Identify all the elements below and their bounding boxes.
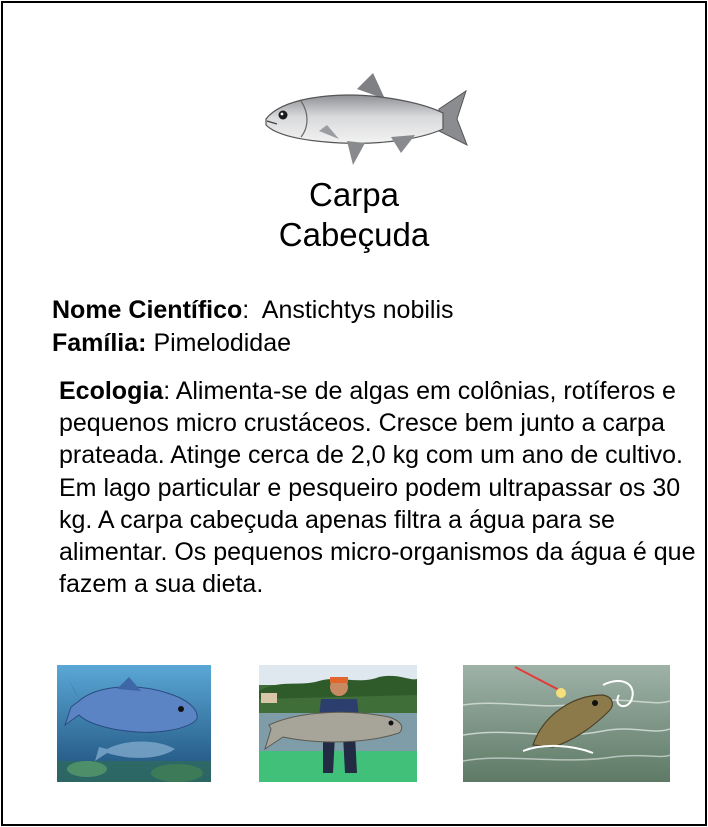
scientific-name-row (52, 295, 454, 325)
family-value: Pimelodidae (153, 329, 292, 357)
scientific-name-separator: : (242, 296, 250, 324)
title-line-1: Carpa (309, 176, 399, 213)
scientific-name-label: Nome Científico (52, 296, 243, 324)
ecology-paragraph (59, 375, 699, 600)
carp-jumping-water-photo (463, 665, 670, 782)
ecology-label: Ecologia (59, 377, 164, 405)
ecology-text: : Alimenta-se de algas em colônias, rotíferos e pequenos micro crustáceos. Cresce bem junto a carpa prateada. Atinge cerca de 2,0 kg com um ano de cultivo. Em lago particular e pesqueiro podem ultrapassar os 30 kg. A carpa cabeçuda apenas filtra a água para se alimentar. Os pequenos micro-organismos da água é que fazem a sua dieta. (59, 377, 696, 599)
fish-illustration-icon (261, 69, 473, 171)
fisherman-holding-carp-photo (259, 665, 417, 782)
family-label: Família: (52, 329, 147, 357)
species-card (1, 1, 707, 826)
species-title (3, 175, 705, 255)
underwater-carp-photo (57, 665, 211, 782)
scientific-name-value: Anstichtys nobilis (261, 296, 454, 324)
title-line-2: Cabeçuda (278, 216, 430, 253)
family-row (52, 328, 291, 358)
